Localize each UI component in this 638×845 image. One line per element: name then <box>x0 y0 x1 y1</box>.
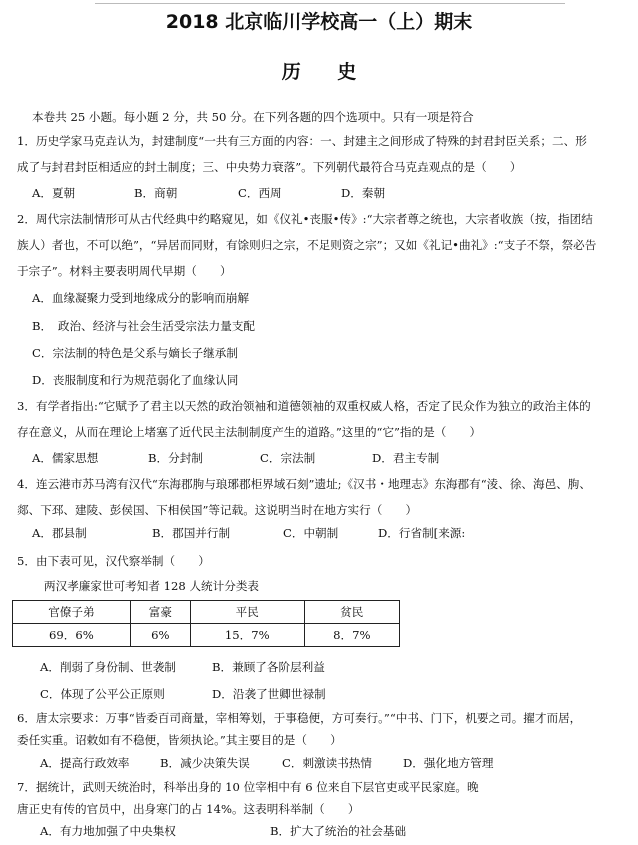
question-4-option-a: A．郡县制 <box>32 526 87 540</box>
instructions: 本卷共 25 小题。每小题 2 分，共 50 分。在下列各题的四个选项中。只有一项是符合 <box>32 110 474 124</box>
question-1-line-1: 1．历史学家马克垚认为，封建制度“一共有三方面的内容：一、封建主之间形成了特殊的封君封臣关系；二、形 <box>17 134 587 148</box>
question-4-line-1: 4．连云港市苏马湾有汉代“东海郡朐与琅琊郡柜界域石刻”遗址;《汉书・地理志》东海郡有“淩、徐、海邑、朐、 <box>17 477 591 491</box>
question-2-option-a: A．血缘凝聚力受到地缘成分的影响而崩解 <box>32 291 250 305</box>
question-7-option-b: B．扩大了统治的社会基础 <box>270 824 407 838</box>
question-7-option-a: A．有力地加强了中央集权 <box>40 824 176 838</box>
question-5-option-a: A．削弱了身份制、世袭制 <box>40 660 176 674</box>
table-header-cell: 富豪 <box>130 601 190 624</box>
question-7-line-1: 7．据统计，武则天统治时，科举出身的 10 位宰相中有 6 位来自下层官吏或平民家庭。晚 <box>17 780 479 794</box>
question-4-option-d: D．行省制[来源: <box>378 526 466 540</box>
question-1-option-a: A．夏朝 <box>32 186 76 200</box>
table-caption: 两汉孝廉家世可考知者 128 人统计分类表 <box>44 579 260 593</box>
question-3-option-b: B．分封制 <box>148 451 203 465</box>
table-cell: 15．7% <box>190 624 304 647</box>
question-6-option-b: B．减少决策失误 <box>160 756 250 770</box>
question-3-line-2: 存在意义，从而在理论上堵塞了近代民主法制制度产生的道路。”这里的“它”指的是（ ） <box>17 425 482 439</box>
table-header-cell: 贫民 <box>304 601 399 624</box>
statistics-table <box>12 600 400 647</box>
question-4-line-2: 郯、下邳、建陵、彭侯国、下相侯国”等记载。这说明当时在地方实行（ ） <box>17 503 418 517</box>
table-row <box>13 624 400 647</box>
question-5-option-b: B．兼顾了各阶层利益 <box>212 660 325 674</box>
table-cell: 8．7% <box>304 624 399 647</box>
question-2-line-3: 于宗子”。材料主要表明周代早期（ ） <box>17 264 232 278</box>
question-3-option-c: C．宗法制 <box>260 451 316 465</box>
question-2-option-d: D．丧服制度和行为规范弱化了血缘认同 <box>32 373 239 387</box>
question-4-option-c: C．中朝制 <box>283 526 339 540</box>
question-3-option-a: A．儒家思想 <box>32 451 99 465</box>
table-cell: 69．6% <box>13 624 131 647</box>
table-cell: 6% <box>130 624 190 647</box>
question-7-line-2: 唐正史有传的官员中，出身寒门的占 14%。这表明科举制（ ） <box>17 802 360 816</box>
question-6-option-c: C．刺激读书热情 <box>282 756 373 770</box>
question-5-line-1: 5．由下表可见，汉代察举制（ ） <box>17 554 210 568</box>
question-6-option-a: A．提高行政效率 <box>40 756 130 770</box>
question-5-option-c: C．体现了公平公正原则 <box>40 687 165 701</box>
table-header-cell: 平民 <box>190 601 304 624</box>
question-6-line-2: 委任实重。诏敕如有不稳便，皆须执论。”其主要目的是（ ） <box>17 733 342 747</box>
question-5-option-d: D．沿袭了世卿世禄制 <box>212 687 326 701</box>
exam-title: 2018 北京临川学校高一（上）期末 <box>165 11 473 33</box>
question-1-line-2: 成了与封君封臣相适应的封土制度；三、中央势力衰落”。下列朝代最符合马克垚观点的是（ ） <box>17 160 522 174</box>
question-2-option-c: C．宗法制的特色是父系与嫡长子继承制 <box>32 346 238 360</box>
question-1-option-d: D．秦朝 <box>341 186 386 200</box>
question-6-option-d: D．强化地方管理 <box>403 756 494 770</box>
question-4-option-b: B．郡国并行制 <box>152 526 231 540</box>
subject-heading: 历 史 <box>281 61 357 83</box>
question-1-option-b: B．商朝 <box>134 186 178 200</box>
question-6-line-1: 6．唐太宗要求：万事“皆委百司商量，宰相筹划，于事稳便，方可奏行。”“中书、门下，机要之司。擢才而居， <box>17 711 582 725</box>
question-2-line-1: 2．周代宗法制情形可从古代经典中约略窥见，如《仪礼•丧服•传》:“大宗者尊之统也，大宗者收族（按，指团结 <box>17 212 593 226</box>
table-header-row <box>13 601 400 624</box>
question-3-option-d: D．君主专制 <box>372 451 440 465</box>
question-1-option-c: C．西周 <box>238 186 282 200</box>
table-header-cell: 官僚子弟 <box>13 601 131 624</box>
question-2-option-b: B． 政治、经济与社会生活受宗法力量支配 <box>32 319 256 333</box>
top-divider <box>95 3 565 4</box>
question-3-line-1: 3．有学者指出:“它赋予了君主以天然的政治领袖和道德领袖的双重权威人格，否定了民众作为独立的政治主体的 <box>17 399 591 413</box>
question-2-line-2: 族人）者也，不可以绝”，“异居而同财，有馀则归之宗，不足则资之宗”；又如《礼记•曲礼》:“支子不祭，祭必告 <box>17 238 597 252</box>
